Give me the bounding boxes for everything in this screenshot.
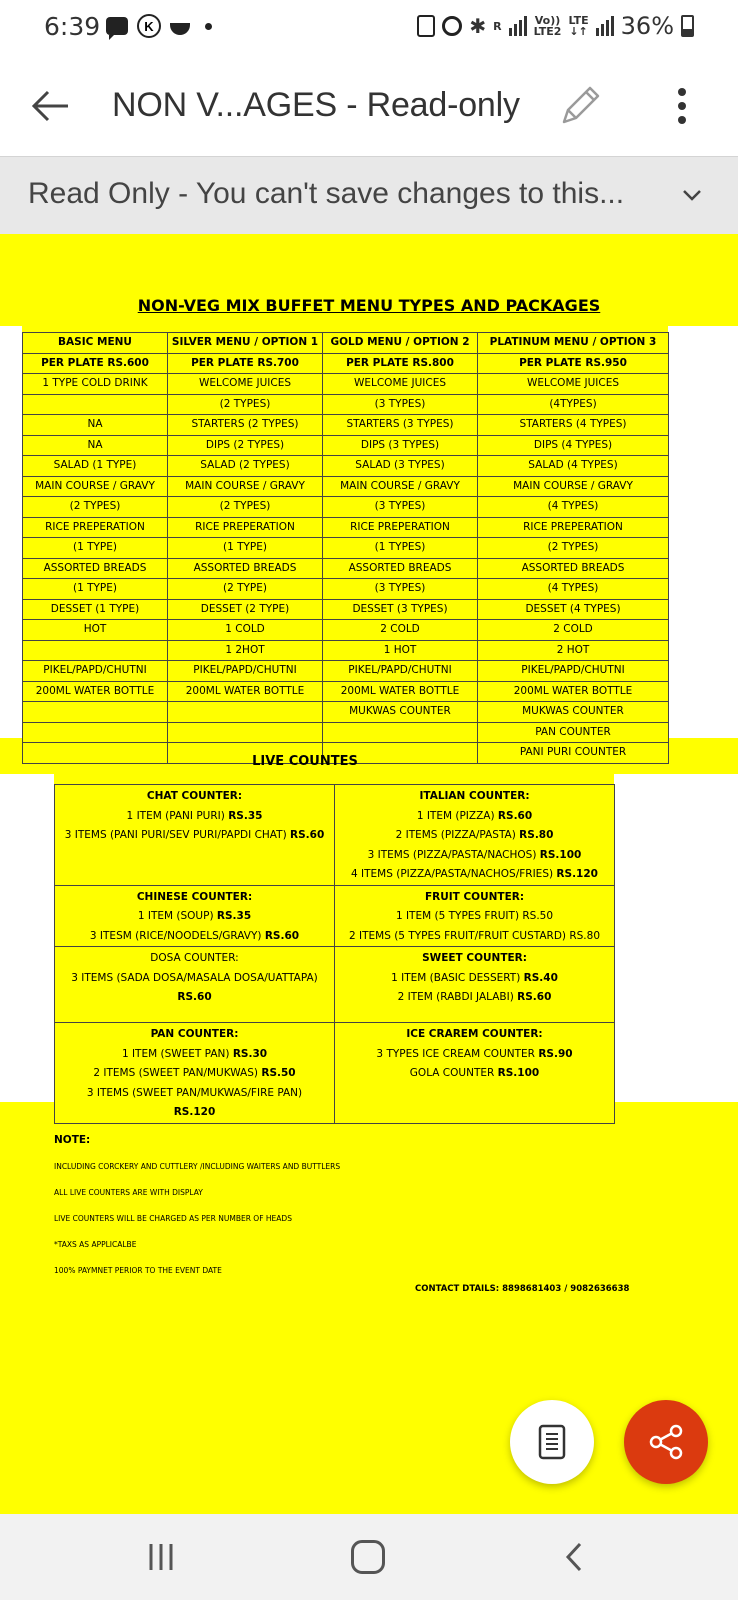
note-line: LIVE COUNTERS WILL BE CHARGED AS PER NUMBER OF HEADS [54,1214,292,1223]
table-cell: PAN COUNTER [478,722,669,743]
table-cell: SALAD (2 TYPES) [168,456,323,477]
icecream-counter-cell [335,1023,615,1124]
system-navigation-bar [0,1514,738,1600]
table-cell [23,722,168,743]
share-button[interactable] [624,1400,708,1484]
edit-button[interactable] [556,80,606,130]
item-price: RS.90 [538,1047,573,1060]
table-row [23,415,669,436]
counter-line [55,927,334,947]
back-arrow-icon [26,82,74,130]
document-title: NON V...AGES - Read-only [112,86,520,124]
counter-title: ITALIAN COUNTER: [419,790,530,802]
spreadsheet-view[interactable] [0,234,738,1514]
white-gap-left [0,326,22,738]
item-text: 4 ITEMS (PIZZA/PASTA/NACHOS/FRIES) [351,868,554,880]
item-text: 1 ITEM (PANI PURI) [126,809,225,822]
signal-1-icon [509,16,527,36]
table-cell: PIKEL/PAPD/CHUTNI [23,661,168,682]
table-row [23,702,669,723]
item-price: RS.60 [264,929,300,942]
live-counters-table [54,784,615,1124]
table-cell: DIPS (2 TYPES) [168,435,323,456]
table-row [23,599,669,620]
fruit-counter-cell [335,885,615,947]
table-price: PER PLATE RS.700 [168,353,323,374]
note-label: NOTE: [54,1134,91,1146]
more-options-button[interactable] [664,84,700,128]
counter-title: DOSA COUNTER: [150,952,239,964]
table-cell: ASSORTED BREADS [478,558,669,579]
item-price: RS.100 [497,1067,540,1079]
live-counters-title: LIVE COUNTES [252,754,358,769]
table-cell: MAIN COURSE / GRAVY [478,476,669,497]
counter-title: CHAT COUNTER: [146,790,243,802]
system-icons [417,12,694,40]
counter-title: ICE CRAREM COUNTER: [406,1028,543,1040]
table-cell: MUKWAS COUNTER [478,702,669,723]
table-cell: MAIN COURSE / GRAVY [168,476,323,497]
table-cell: STARTERS (2 TYPES) [168,415,323,436]
home-icon[interactable] [351,1540,385,1574]
more-vert-icon [678,88,686,96]
item-text: 3 ITESM (RICE/NOODELS/GRAVY) [89,929,262,942]
table-cell: DESSET (4 TYPES) [478,599,669,620]
item-price: RS.60 [517,991,552,1003]
table-cell [23,640,168,661]
menu-rows [23,374,669,764]
table-price: PER PLATE RS.600 [23,353,168,374]
table-price: PER PLATE RS.950 [478,353,669,374]
alarm-icon [442,16,462,36]
item-text: GOLA COUNTER [409,1067,495,1079]
item-text: 1 ITEM (PIZZA) [416,809,495,822]
table-cell: STARTERS (3 TYPES) [323,415,478,436]
counter-line [335,807,614,827]
item-price: RS.120 [556,868,598,880]
table-cell: ASSORTED BREADS [168,558,323,579]
table-cell: 2 COLD [478,620,669,641]
notification-icons [106,14,212,38]
table-cell: DESSET (3 TYPES) [323,599,478,620]
status-bar [0,0,738,56]
table-cell: (4 TYPES) [478,497,669,518]
table-header: GOLD MENU / OPTION 2 [323,333,478,354]
table-cell: SALAD (4 TYPES) [478,456,669,477]
counter-line [335,1045,614,1065]
counter-line [335,826,614,846]
sweet-counter-cell [335,947,615,1023]
note-line: ALL LIVE COUNTERS ARE WITH DISPLAY [54,1188,203,1197]
data-saver-icon [417,15,435,37]
table-cell: MAIN COURSE / GRAVY [323,476,478,497]
table-cell: WELCOME JUICES [478,374,669,395]
table-cell: (1 TYPE) [168,538,323,559]
table-row [23,456,669,477]
volte-top: Vo)) [534,14,561,27]
table-cell: 200ML WATER BOTTLE [478,681,669,702]
table-row [23,640,669,661]
item-price: RS.100 [539,848,582,861]
read-only-message: Read Only - You can't save changes to this... [28,177,625,210]
chinese-counter-cell [55,885,335,947]
food-app-icon [170,23,190,35]
item-text: 2 ITEMS (SWEET PAN/MUKWAS) [93,1067,259,1079]
table-cell: RICE PREPERATION [323,517,478,538]
table-row [23,538,669,559]
dosa-counter-cell [55,947,335,1023]
counter-line [335,988,614,1008]
table-cell: 1 HOT [323,640,478,661]
volte-indicator [534,15,562,37]
table-cell: (4 TYPES) [478,579,669,600]
table-cell: MUKWAS COUNTER [323,702,478,723]
table-cell: STARTERS (4 TYPES) [478,415,669,436]
counter-line [55,826,334,846]
menu-header-row [23,333,669,354]
signal-2-icon [596,16,614,36]
table-cell: (1 TYPE) [23,579,168,600]
status-time: 6:39 [44,12,101,41]
table-cell: 2 COLD [323,620,478,641]
lte-bottom: ↓↑ [569,25,588,38]
table-cell: 200ML WATER BOTTLE [23,681,168,702]
back-button[interactable] [26,82,74,130]
table-row [23,722,669,743]
table-header: BASIC MENU [23,333,168,354]
table-cell [23,702,168,723]
table-cell: PIKEL/PAPD/CHUTNI [323,661,478,682]
lte-indicator [568,15,588,37]
table-cell: (2 TYPES) [478,538,669,559]
table-cell: (2 TYPES) [23,497,168,518]
counter-line [335,846,614,866]
counter-line: 1 ITEM (5 TYPES FRUIT) RS.50 [395,910,554,922]
table-cell [168,702,323,723]
item-price: RS.60 [290,829,325,841]
table-cell: (4TYPES) [478,394,669,415]
item-price: RS.60 [177,991,212,1003]
chevron-down-icon[interactable] [676,179,708,211]
share-icon [646,1422,686,1462]
table-cell: RICE PREPERATION [478,517,669,538]
table-cell: (2 TYPES) [168,497,323,518]
table-row [23,620,669,641]
item-text: 2 ITEM (RABDI JALABI) [397,991,514,1003]
item-text: 1 ITEM (BASIC DESSERT) [391,971,521,984]
table-cell: 1 COLD [168,620,323,641]
item-text: 2 ITEMS (PIZZA/PASTA) [395,829,516,841]
live-row [55,785,615,886]
table-cell: MAIN COURSE / GRAVY [23,476,168,497]
table-cell [168,722,323,743]
recents-icon[interactable] [146,1540,176,1574]
menu-price-row [23,353,669,374]
counter-title: FRUIT COUNTER: [424,890,525,903]
battery-percent: 36% [620,12,674,40]
live-row [55,947,615,1023]
table-cell: (2 TYPES) [168,394,323,415]
note-line: INCLUDING CORCKERY AND CUTTLERY /INCLUDING WAITERS AND BUTTLERS [54,1162,341,1171]
counter-line [335,865,614,885]
item-text: 3 TYPES ICE CREAM COUNTER [376,1047,535,1060]
table-cell: 200ML WATER BOTTLE [323,681,478,702]
app-bar [0,56,738,156]
table-cell: ASSORTED BREADS [323,558,478,579]
more-notifications-dot-icon [205,23,212,30]
table-cell: 1 2HOT [168,640,323,661]
item-text: 3 ITEMS (PIZZA/PASTA/NACHOS) [367,848,537,861]
table-cell: DESSET (1 TYPE) [23,599,168,620]
table-cell: NA [23,435,168,456]
item-text: 1 ITEM (SOUP) [137,910,214,922]
table-row [23,394,669,415]
table-cell: DESSET (2 TYPE) [168,599,323,620]
counter-line: 3 ITEMS (SWEET PAN/MUKWAS/FIRE PAN) [86,1086,303,1099]
live-row [55,885,615,947]
view-document-button[interactable] [510,1400,594,1484]
chat-counter-cell [55,785,335,886]
item-text: 3 ITEMS (PANI PURI/SEV PURI/PAPDI CHAT) [64,829,287,841]
counter-line: 2 ITEMS (5 TYPES FRUIT/FRUIT CUSTARD) RS.80 [348,929,600,942]
table-cell: RICE PREPERATION [23,517,168,538]
table-cell: HOT [23,620,168,641]
table-cell: (3 TYPES) [323,579,478,600]
note-line: 100% PAYMNET PERIOR TO THE EVENT DATE [54,1266,222,1275]
item-price: RS.35 [228,809,263,822]
white-gap-right [668,326,738,738]
table-cell [23,394,168,415]
item-price: RS.60 [497,809,533,822]
table-cell: NA [23,415,168,436]
item-text: 1 ITEM (SWEET PAN) [121,1047,230,1060]
table-cell: WELCOME JUICES [168,374,323,395]
table-cell: PIKEL/PAPD/CHUTNI [168,661,323,682]
read-only-banner[interactable] [0,156,738,234]
counter-line [55,1064,334,1084]
table-row [23,579,669,600]
table-cell: 200ML WATER BOTTLE [168,681,323,702]
menu-packages-table [22,332,669,764]
counter-line [335,1064,614,1084]
table-cell: (3 TYPES) [323,497,478,518]
counter-title: CHINESE COUNTER: [136,890,253,903]
bluetooth-icon: ✱ [469,14,487,38]
counter-line [55,907,334,927]
table-cell: (1 TYPE) [23,538,168,559]
document-view-icon [537,1424,567,1460]
table-cell: RICE PREPERATION [168,517,323,538]
battery-icon [681,15,694,37]
item-price: RS.35 [216,910,252,922]
table-row [23,435,669,456]
table-cell: 2 HOT [478,640,669,661]
table-cell: WELCOME JUICES [323,374,478,395]
white-gap-right-2 [614,774,738,1102]
item-price: RS.50 [261,1067,296,1079]
table-cell: (2 TYPE) [168,579,323,600]
counter-line [335,969,614,989]
table-row [23,374,669,395]
table-cell: PIKEL/PAPD/CHUTNI [478,661,669,682]
table-row [23,661,669,682]
table-cell: ASSORTED BREADS [23,558,168,579]
table-row [23,558,669,579]
item-price: RS.120 [173,1106,216,1118]
counter-title: PAN COUNTER: [150,1028,239,1040]
white-gap-left-2 [0,774,54,1102]
item-price: RS.40 [523,971,558,984]
pan-counter-cell [55,1023,335,1124]
item-price: RS.80 [519,829,554,841]
pencil-icon [556,80,606,130]
table-header: PLATINUM MENU / OPTION 3 [478,333,669,354]
table-cell: SALAD (3 TYPES) [323,456,478,477]
live-row [55,1023,615,1124]
table-row [23,517,669,538]
table-cell: SALAD (1 TYPE) [23,456,168,477]
table-header: SILVER MENU / OPTION 1 [168,333,323,354]
lte-top: LTE [568,14,589,27]
table-cell: (3 TYPES) [323,394,478,415]
table-cell: PANI PURI COUNTER [478,743,669,764]
table-row [23,497,669,518]
k-app-icon: K [137,14,161,38]
table-cell [323,722,478,743]
contact-details: CONTACT DTAILS: 8898681403 / 9082636638 [415,1284,630,1294]
table-price: PER PLATE RS.800 [323,353,478,374]
table-row [23,476,669,497]
note-line: *TAXS AS APPLICALBE [54,1240,137,1249]
counter-line: 3 ITEMS (SADA DOSA/MASALA DOSA/UATTAPA) [71,971,318,984]
volte-bottom: LTE2 [533,25,562,38]
table-cell: (1 TYPES) [323,538,478,559]
counter-line [55,807,334,827]
menu-title: NON-VEG MIX BUFFET MENU TYPES AND PACKAGES [137,296,601,315]
signal-r-label: R [493,19,502,33]
table-row [23,681,669,702]
notes-section [54,1134,340,1292]
nav-back-icon[interactable] [560,1538,588,1576]
italian-counter-cell [335,785,615,886]
table-cell: DIPS (3 TYPES) [323,435,478,456]
counter-title: SWEET COUNTER: [422,952,527,964]
chat-notification-icon [106,17,128,35]
item-price: RS.30 [232,1047,268,1060]
table-cell: DIPS (4 TYPES) [478,435,669,456]
table-cell: 1 TYPE COLD DRINK [23,374,168,395]
counter-line [55,1045,334,1065]
